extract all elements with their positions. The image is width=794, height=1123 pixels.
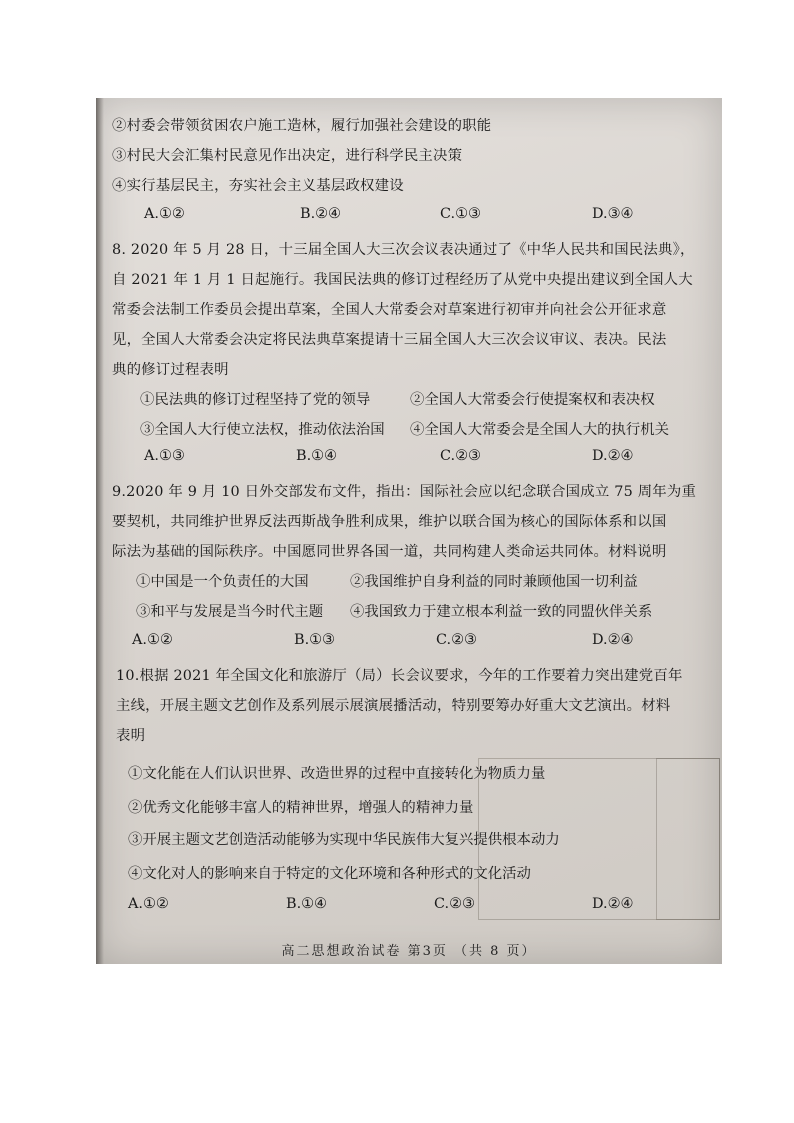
q8-item-4: ④全国人大常委会是全国人大的执行机关 xyxy=(410,422,670,438)
q10-stem-line-2: 主线，开展主题文艺创作及系列展示展演展播活动，特别要筹办好重大文艺演出。材料 xyxy=(116,698,671,714)
q7-item-4: ④实行基层民主，夯实社会主义基层政权建设 xyxy=(112,178,404,194)
q10-item-3: ③开展主题文艺创造活动能够为实现中华民族伟大复兴提供根本动力 xyxy=(128,832,560,848)
bleed-through-table xyxy=(656,758,720,920)
q10-stem-line-3: 表明 xyxy=(116,728,146,744)
q9-item-2: ②我国维护自身利益的同时兼顾他国一切利益 xyxy=(350,574,638,590)
q7-item-3: ③村民大会汇集村民意见作出决定，进行科学民主决策 xyxy=(112,148,463,164)
q10-option-a: A.①② xyxy=(128,896,169,912)
q7-option-a: A.①② xyxy=(144,206,185,222)
q8-option-a: A.①③ xyxy=(144,448,185,464)
q8-item-2: ②全国人大常委会行使提案权和表决权 xyxy=(410,392,655,408)
q10-item-1: ①文化能在人们认识世界、改造世界的过程中直接转化为物质力量 xyxy=(128,766,546,782)
q9-item-4: ④我国致力于建立根本利益一致的同盟伙伴关系 xyxy=(350,604,653,620)
q9-stem-line-2: 要契机，共同维护世界反法西斯战争胜利成果，维护以联合国为核心的国际体系和以国 xyxy=(112,514,667,530)
q9-option-c: C.②③ xyxy=(436,632,477,648)
q9-item-1: ①中国是一个负责任的大国 xyxy=(136,574,309,590)
q10-stem-line-1: 10.根据 2021 年全国文化和旅游厅（局）长会议要求，今年的工作要着力突出建党百年 xyxy=(116,668,683,684)
q7-option-c: C.①③ xyxy=(440,206,481,222)
q9-option-b: B.①③ xyxy=(294,632,335,648)
q9-stem-line-3: 际法为基础的国际秩序。中国愿同世界各国一道，共同构建人类命运共同体。材料说明 xyxy=(112,544,667,560)
q10-option-d: D.②④ xyxy=(592,896,634,912)
q8-stem-line-4: 见，全国人大常委会决定将民法典草案提请十三届全国人大三次会议审议、表决。民法 xyxy=(112,332,667,348)
exam-page-photo xyxy=(96,98,722,964)
page-footer: 高二思想政治试卷 第3页 （共 8 页） xyxy=(281,944,537,959)
q10-item-2: ②优秀文化能够丰富人的精神世界，增强人的精神力量 xyxy=(128,800,474,816)
q10-item-4: ④文化对人的影响来自于特定的文化环境和各种形式的文化活动 xyxy=(128,866,531,882)
q7-option-d: D.③④ xyxy=(592,206,634,222)
q8-item-1: ①民法典的修订过程坚持了党的领导 xyxy=(140,392,371,408)
q10-option-c: C.②③ xyxy=(434,896,475,912)
page-edge-shadow xyxy=(96,98,104,964)
q8-option-d: D.②④ xyxy=(592,448,634,464)
q8-item-3: ③全国人大行使立法权，推动依法治国 xyxy=(140,422,385,438)
q9-item-3: ③和平与发展是当今时代主题 xyxy=(136,604,324,620)
q8-stem-line-1: 8. 2020 年 5 月 28 日，十三届全国人大三次会议表决通过了《中华人民共和国民法典》， xyxy=(112,242,695,258)
q8-option-c: C.②③ xyxy=(440,448,481,464)
q8-stem-line-2: 自 2021 年 1 月 1 日起施行。我国民法典的修订过程经历了从党中央提出建议到全国人大 xyxy=(112,272,693,288)
q9-option-a: A.①② xyxy=(132,632,173,648)
q9-stem-line-1: 9.2020 年 9 月 10 日外交部发布文件，指出：国际社会应以纪念联合国成立 75 周年为重 xyxy=(112,484,697,500)
q7-option-b: B.②④ xyxy=(300,206,341,222)
q10-option-b: B.①④ xyxy=(286,896,327,912)
q8-stem-line-3: 常委会法制工作委员会提出草案，全国人大常委会对草案进行初审并向社会公开征求意 xyxy=(112,302,667,318)
q8-stem-line-5: 典的修订过程表明 xyxy=(112,362,229,378)
q9-option-d: D.②④ xyxy=(592,632,634,648)
q8-option-b: B.①④ xyxy=(296,448,337,464)
q7-item-2: ②村委会带领贫困农户施工造林，履行加强社会建设的职能 xyxy=(112,118,492,134)
